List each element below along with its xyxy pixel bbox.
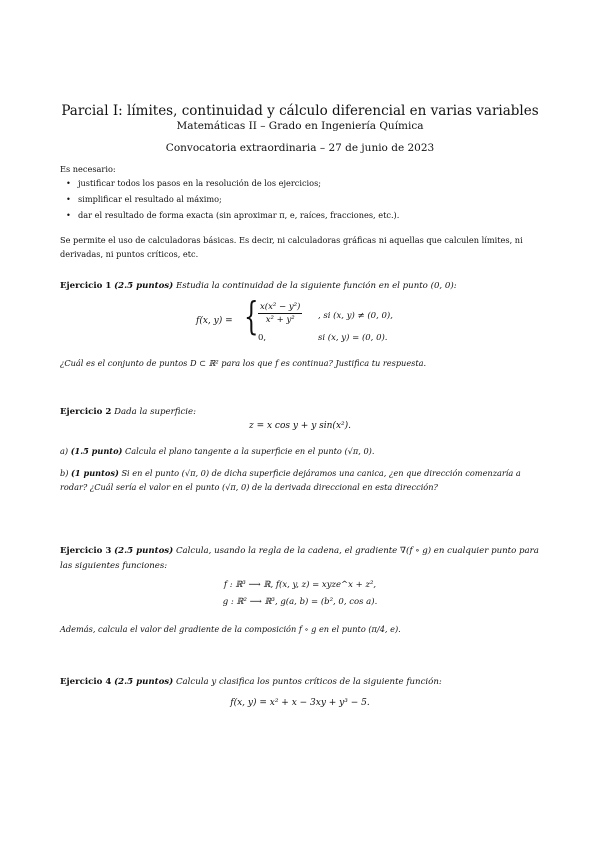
exercise-3-final: Además, calcula el valor del gradiente de la composición f ∘ g en el punto (π/4, e).	[60, 624, 401, 634]
piecewise-case-1: , si (x, y) ≠ (0, 0),	[318, 311, 393, 321]
exercise-3-text: Calcula, usando la regla de la cadena, el gradiente ∇(f ∘ g) en cualquier punto para las siguientes funciones:	[60, 546, 539, 571]
exercise-2a-label: a)	[60, 446, 69, 456]
exercise-1-statement	[60, 279, 546, 294]
exercise-2b-label: b)	[60, 468, 69, 478]
exercise-1-points: (2.5 puntos)	[114, 281, 174, 291]
exercise-2a	[60, 444, 546, 458]
function-f-definition: f : ℝ³ ⟶ ℝ, f(x, y, z) = xyze^x + z²,	[223, 580, 377, 590]
fraction-numerator: x(x² − y²)	[260, 302, 301, 312]
page-subtitle: Matemáticas II – Grado en Ingeniería Química	[176, 120, 424, 132]
exercise-3-statement	[60, 544, 550, 574]
exercise-1-question: ¿Cuál es el conjunto de puntos D ⊂ ℝ² para los que f es continua? Justifica tu respuesta.	[60, 358, 427, 368]
exercise-4-formula: f(x, y) = x² + x − 3xy + y³ − 5.	[230, 698, 370, 708]
exercise-4-text: Calcula y clasifica los puntos críticos de la siguiente función:	[175, 677, 442, 687]
piecewise-lhs: f(x, y) =	[196, 316, 233, 326]
list-item: • dar el resultado de forma exacta (sin aproximar π, e, raíces, fracciones, etc.).	[60, 207, 399, 223]
list-item: • justificar todos los pasos en la resolución de los ejercicios;	[60, 175, 399, 191]
exercise-1-label: Ejercicio 1	[60, 281, 112, 291]
calculator-policy: Se permite el uso de calculadoras básicas. Es decir, ni calculadoras gráficas ni aquellas que calculen límites, ni derivadas, ni puntos críticos, etc.	[60, 235, 523, 259]
exercise-2-statement	[60, 405, 546, 420]
fraction	[258, 302, 302, 325]
exercise-2-text: Dada la superficie:	[114, 407, 196, 417]
fraction-bar	[258, 313, 302, 314]
requirements-list	[60, 175, 399, 223]
fraction-denominator: x² + y²	[265, 315, 295, 325]
list-item: • simplificar el resultado al máximo;	[60, 191, 399, 207]
exercise-4-label: Ejercicio 4	[60, 677, 112, 687]
convocatoria: Convocatoria extraordinaria – 27 de junio de 2023	[165, 142, 435, 154]
exercise-1-text: Estudia la continuidad de la siguiente función en el punto (0, 0):	[175, 281, 457, 291]
exercise-2b	[60, 466, 550, 494]
surface-formula: z = x cos y + y sin(x²).	[248, 421, 352, 431]
function-g-definition: g : ℝ² ⟶ ℝ³, g(a, b) = (b², 0, cos a).	[222, 597, 378, 607]
exercise-2b-points: (1 puntos)	[71, 468, 119, 478]
piecewise-case-2: si (x, y) = (0, 0).	[318, 333, 388, 343]
page-title: Parcial I: límites, continuidad y cálculo diferencial en varias variables	[61, 103, 539, 119]
exercise-2b-text: Si en el punto (√π, 0) de dicha superficie dejáramos una canica, ¿en que dirección comenzaría a rodar? ¿Cuál sería el valor en el punto (√π, 0) de la derivada direccional en esta dirección?	[60, 468, 521, 492]
piecewise-zero: 0,	[258, 333, 267, 343]
instructions-intro: Es necesario:	[60, 164, 116, 174]
exercise-2a-text: Calcula el plano tangente a la superficie en el punto (√π, 0).	[125, 446, 375, 456]
exercise-4-points: (2.5 puntos)	[114, 677, 174, 687]
exercise-2-label: Ejercicio 2	[60, 407, 112, 417]
exercise-2a-points: (1.5 punto)	[70, 446, 123, 456]
exercise-3-label: Ejercicio 3	[60, 546, 112, 556]
left-brace: {	[244, 294, 259, 338]
exercise-4-statement	[60, 675, 546, 690]
exercise-3-points: (2.5 puntos)	[114, 546, 174, 556]
